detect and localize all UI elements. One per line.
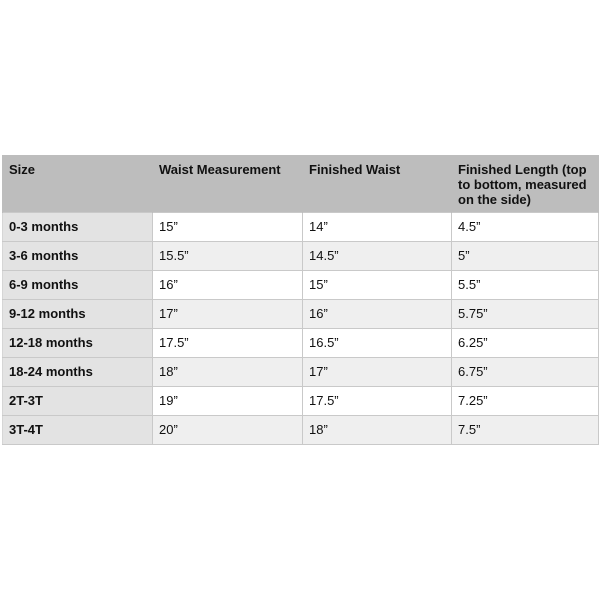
- header-finished-waist: Finished Waist: [303, 155, 452, 213]
- table-row: [3, 271, 599, 300]
- table-row: [3, 416, 599, 445]
- waist-measurement-cell: 15.5”: [153, 242, 303, 271]
- table-row: [3, 300, 599, 329]
- waist-measurement-cell: 16”: [153, 271, 303, 300]
- finished-waist-cell: 14.5”: [303, 242, 452, 271]
- size-cell: 2T-3T: [3, 387, 153, 416]
- size-cell: 9-12 months: [3, 300, 153, 329]
- finished-waist-cell: 16”: [303, 300, 452, 329]
- table-row: [3, 358, 599, 387]
- header-waist-measurement: Waist Measurement: [153, 155, 303, 213]
- table-row: [3, 387, 599, 416]
- finished-length-cell: 7.25”: [452, 387, 599, 416]
- finished-length-cell: 6.25”: [452, 329, 599, 358]
- finished-waist-cell: 15”: [303, 271, 452, 300]
- waist-measurement-cell: 17”: [153, 300, 303, 329]
- waist-measurement-cell: 19”: [153, 387, 303, 416]
- size-cell: 12-18 months: [3, 329, 153, 358]
- finished-length-cell: 5.5”: [452, 271, 599, 300]
- finished-length-cell: 6.75”: [452, 358, 599, 387]
- finished-waist-cell: 17.5”: [303, 387, 452, 416]
- finished-length-cell: 7.5”: [452, 416, 599, 445]
- table-row: [3, 213, 599, 242]
- size-cell: 3T-4T: [3, 416, 153, 445]
- waist-measurement-cell: 17.5”: [153, 329, 303, 358]
- table-row: [3, 329, 599, 358]
- finished-length-cell: 5”: [452, 242, 599, 271]
- table-header-row: [3, 155, 599, 213]
- size-cell: 18-24 months: [3, 358, 153, 387]
- size-cell: 6-9 months: [3, 271, 153, 300]
- finished-length-cell: 4.5”: [452, 213, 599, 242]
- finished-waist-cell: 17”: [303, 358, 452, 387]
- finished-waist-cell: 14”: [303, 213, 452, 242]
- waist-measurement-cell: 15”: [153, 213, 303, 242]
- size-cell: 0-3 months: [3, 213, 153, 242]
- size-cell: 3-6 months: [3, 242, 153, 271]
- header-finished-length: Finished Length (top to bottom, measured on the side): [452, 155, 599, 213]
- header-size: Size: [3, 155, 153, 213]
- table-row: [3, 242, 599, 271]
- waist-measurement-cell: 20”: [153, 416, 303, 445]
- waist-measurement-cell: 18”: [153, 358, 303, 387]
- finished-waist-cell: 16.5”: [303, 329, 452, 358]
- finished-length-cell: 5.75”: [452, 300, 599, 329]
- size-chart-table: [2, 155, 599, 445]
- finished-waist-cell: 18”: [303, 416, 452, 445]
